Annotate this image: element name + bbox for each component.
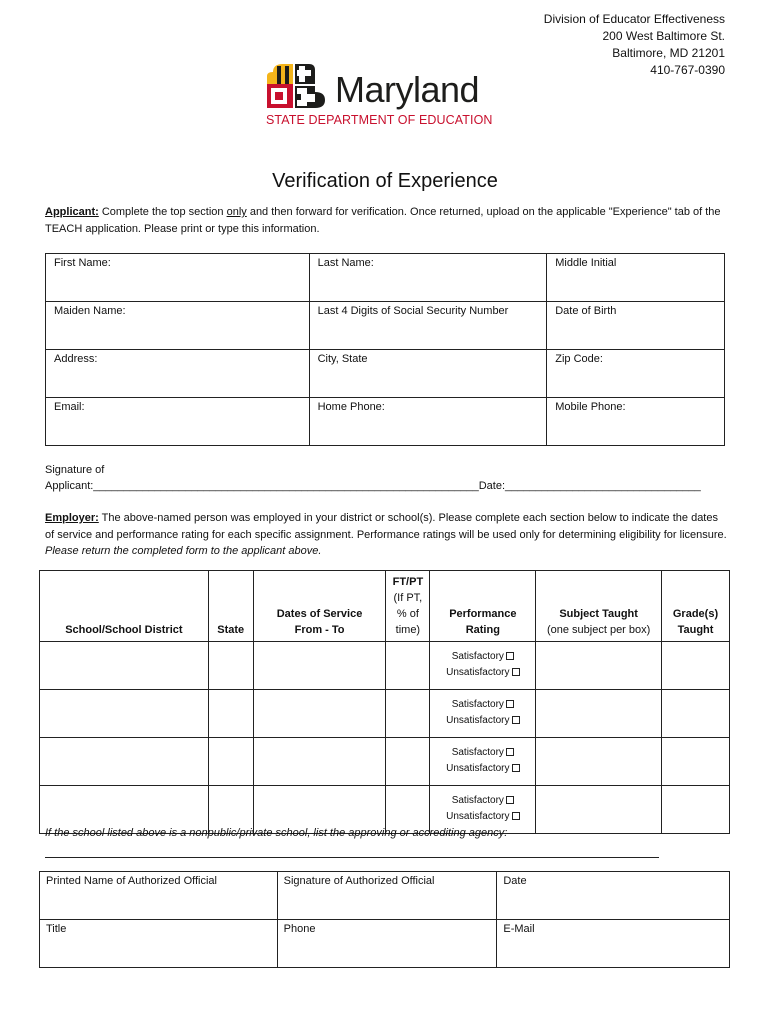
table-row (40, 920, 730, 968)
header-ftpt: FT/PT (If PT, % of time) (386, 571, 430, 642)
middle-initial-field[interactable]: Middle Initial (547, 254, 725, 302)
official-phone-field[interactable]: Phone (277, 920, 497, 968)
rating-option[interactable] (430, 649, 535, 665)
table-row (40, 872, 730, 920)
division-name: Division of Educator Effectiveness (543, 12, 725, 26)
checkbox-icon[interactable] (506, 748, 514, 756)
employer-label: Employer: (45, 512, 99, 524)
applicant-only: only (226, 206, 247, 218)
rating-option-label: Satisfactory (451, 651, 504, 662)
table-row (46, 350, 725, 398)
rating-cell[interactable] (430, 642, 536, 690)
grades-cell[interactable] (662, 690, 730, 738)
maryland-flag-icon (265, 62, 327, 110)
grades-cell[interactable] (662, 786, 730, 834)
header-performance: Performance Rating (430, 571, 536, 642)
official-date-field[interactable]: Date (497, 872, 730, 920)
rating-option-label: Unsatisfactory (446, 811, 510, 822)
ftpt-cell[interactable] (386, 642, 430, 690)
header-dates: Dates of Service From - To (253, 571, 386, 642)
employer-return-note: Please return the completed form to the applicant above. (45, 545, 322, 557)
official-table (39, 871, 730, 968)
applicant-instructions (45, 204, 730, 237)
table-row (40, 642, 730, 690)
ftpt-cell[interactable] (386, 738, 430, 786)
rating-option[interactable] (430, 665, 535, 681)
checkbox-icon[interactable] (512, 716, 520, 724)
rating-option-label: Satisfactory (451, 795, 504, 806)
home-phone-field[interactable]: Home Phone: (309, 398, 547, 446)
applicant-signature-block[interactable] (45, 462, 730, 494)
ssn-last4-field[interactable]: Last 4 Digits of Social Security Number (309, 302, 547, 350)
email-field[interactable]: Email: (46, 398, 310, 446)
checkbox-icon[interactable] (506, 652, 514, 660)
employer-instructions (45, 510, 730, 560)
applicant-text-b: and then forward for verification. Once returned, upload on the applicable "Experience" tab of the TEACH application. Please print or type this information. (45, 206, 721, 235)
official-signature-field[interactable]: Signature of Authorized Official (277, 872, 497, 920)
subject-cell[interactable] (536, 642, 662, 690)
office-address (544, 11, 725, 79)
rating-option[interactable] (430, 761, 535, 777)
rating-option-label: Unsatisfactory (446, 667, 510, 678)
maiden-name-field[interactable]: Maiden Name: (46, 302, 310, 350)
city-state-zip: Baltimore, MD 21201 (612, 46, 725, 60)
dates-cell[interactable] (253, 642, 386, 690)
applicant-label: Applicant: (45, 206, 99, 218)
subject-cell[interactable] (536, 690, 662, 738)
rating-option[interactable] (430, 809, 535, 825)
agency-note: If the school listed above is a nonpublic/private school, list the approving or accrediting agency: (45, 827, 508, 839)
agency-input-line[interactable] (45, 857, 659, 858)
ftpt-cell[interactable] (386, 690, 430, 738)
official-printed-name-field[interactable]: Printed Name of Authorized Official (40, 872, 278, 920)
employer-text: The above-named person was employed in your district or school(s). Please complete each section below to indicate the dates of service and performance rating for each specific assignment. Performance ratings will be used only for determining eligibility for licensure. (45, 512, 727, 541)
signature-date-line[interactable]: Applicant:_______________________________________________________________Date:________________________________ (45, 480, 701, 492)
last-name-field[interactable]: Last Name: (309, 254, 547, 302)
dates-cell[interactable] (253, 690, 386, 738)
school-cell[interactable] (40, 642, 209, 690)
official-title-field[interactable]: Title (40, 920, 278, 968)
rating-option[interactable] (430, 713, 535, 729)
subject-cell[interactable] (536, 786, 662, 834)
school-cell[interactable] (40, 690, 209, 738)
table-header-row (40, 571, 730, 642)
grades-cell[interactable] (662, 738, 730, 786)
header-state: State (208, 571, 253, 642)
state-cell[interactable] (208, 690, 253, 738)
rating-option-label: Unsatisfactory (446, 763, 510, 774)
header-grades: Grade(s) Taught (662, 571, 730, 642)
msde-logo (265, 60, 505, 128)
state-cell[interactable] (208, 642, 253, 690)
table-row (46, 254, 725, 302)
rating-option-label: Unsatisfactory (446, 715, 510, 726)
applicant-info-table (45, 253, 725, 446)
state-cell[interactable] (208, 738, 253, 786)
rating-cell[interactable] (430, 738, 536, 786)
table-row (46, 398, 725, 446)
school-cell[interactable] (40, 738, 209, 786)
table-row (46, 302, 725, 350)
office-phone: 410-767-0390 (650, 63, 725, 77)
table-row (40, 738, 730, 786)
street-address: 200 West Baltimore St. (602, 29, 725, 43)
checkbox-icon[interactable] (506, 700, 514, 708)
mobile-phone-field[interactable]: Mobile Phone: (547, 398, 725, 446)
rating-option-label: Satisfactory (451, 699, 504, 710)
subject-cell[interactable] (536, 738, 662, 786)
rating-cell[interactable] (430, 690, 536, 738)
rating-option-label: Satisfactory (451, 747, 504, 758)
official-email-field[interactable]: E-Mail (497, 920, 730, 968)
page-title: Verification of Experience (272, 170, 498, 192)
rating-option[interactable] (430, 697, 535, 713)
signature-label: Signature of (45, 464, 105, 476)
checkbox-icon[interactable] (506, 796, 514, 804)
checkbox-icon[interactable] (512, 812, 520, 820)
rating-option[interactable] (430, 793, 535, 809)
logo-subtitle: STATE DEPARTMENT OF EDUCATION (266, 113, 493, 127)
first-name-field[interactable]: First Name: (46, 254, 310, 302)
logo-wordmark: Maryland (335, 69, 480, 110)
grades-cell[interactable] (662, 642, 730, 690)
header-subject: Subject Taught (one subject per box) (536, 571, 662, 642)
city-state-field[interactable]: City, State (309, 350, 547, 398)
address-field[interactable]: Address: (46, 350, 310, 398)
header-school: School/School District (40, 571, 209, 642)
checkbox-icon[interactable] (512, 668, 520, 676)
zip-code-field[interactable]: Zip Code: (547, 350, 725, 398)
date-of-birth-field[interactable]: Date of Birth (547, 302, 725, 350)
rating-option[interactable] (430, 745, 535, 761)
dates-cell[interactable] (253, 738, 386, 786)
applicant-text-a: Complete the top section (98, 206, 227, 218)
employment-table (39, 570, 730, 834)
table-row (40, 690, 730, 738)
checkbox-icon[interactable] (512, 764, 520, 772)
